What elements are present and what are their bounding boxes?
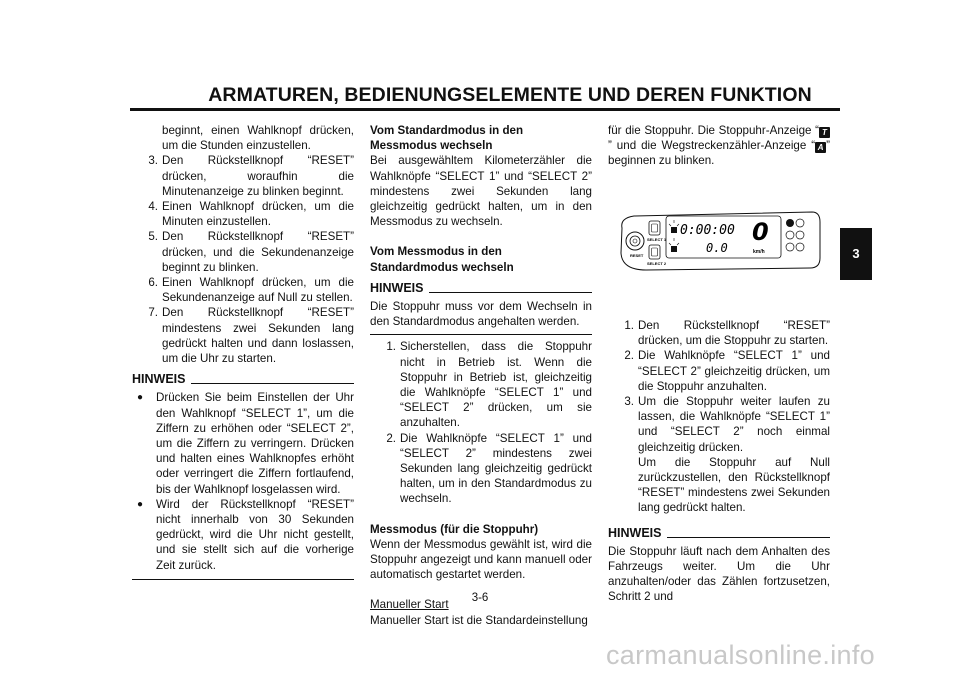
list-item xyxy=(608,455,830,516)
note-heading xyxy=(370,281,592,296)
paragraph xyxy=(608,123,830,169)
list-item xyxy=(608,318,830,348)
bullet-item xyxy=(132,390,354,496)
note-heading xyxy=(608,526,830,541)
indicator-light-icon xyxy=(796,243,804,251)
bullet-icon: ● xyxy=(137,498,144,510)
step-number: 1. xyxy=(386,340,396,354)
note-heading-label: HINWEIS xyxy=(132,372,186,387)
step-text: Die Wahlknöpfe “SELECT 1” und “SELECT 2” mindestens zwei Sekunden lang gleichzeitig gedrückt halten, um in den Standardmodus zu wechseln. xyxy=(400,431,592,506)
tripmeter-indicator-icon: A xyxy=(815,142,826,153)
list-item xyxy=(608,348,830,394)
indicator-light-icon xyxy=(786,231,794,239)
step-text: Den Rückstellknopf “RESET” mindestens zwei Sekunden lang gedrückt halten und dann loslassen, um die Uhr zu starten. xyxy=(162,306,354,366)
step-text: Um die Stoppuhr auf Null zurückzustellen, den Rückstellknopf “RESET” mindestens zwei Sekunden lang gedrückt halten. xyxy=(638,455,830,515)
step-number: 3. xyxy=(624,395,634,409)
list-item xyxy=(132,153,354,199)
step-number: 2. xyxy=(624,349,634,363)
step-text: Einen Wahlknopf drücken, um die Minuten einzustellen. xyxy=(162,200,354,229)
step-number: 7. xyxy=(148,306,158,320)
list-item xyxy=(132,305,354,366)
reset-knob xyxy=(626,232,644,250)
column-2 xyxy=(370,123,592,628)
step-text: Die Wahlknöpfe “SELECT 1” und “SELECT 2” gleichzeitig drücken, um die Stoppuhr anzuhalten. xyxy=(638,349,830,393)
step-number: 5. xyxy=(148,230,158,244)
speed-display: 0 xyxy=(752,218,769,246)
step-text: Einen Wahlknopf drücken, um die Sekundenanzeige auf Null zu stellen. xyxy=(162,276,354,305)
step-number: 6. xyxy=(148,276,158,290)
indicator-light-icon xyxy=(786,219,794,227)
list-item xyxy=(370,431,592,507)
step-number: 1. xyxy=(624,319,634,332)
column-3 xyxy=(608,123,830,169)
page-title: ARMATUREN, BEDIENUNGSELEMENTE UND DEREN FUNKTION xyxy=(208,84,812,106)
intro-text: für die Stoppuhr. Die Stoppuhr-Anzeige “ xyxy=(608,124,819,137)
indicator-light-icon xyxy=(796,219,804,227)
list-item xyxy=(132,275,354,305)
step-text: Um die Stoppuhr weiter laufen zu lassen, die Wahlknöpfe “SELECT 1” und “SELECT 2” noch einmal gleichzeitig drücken. xyxy=(638,395,830,454)
step-number: 4. xyxy=(148,200,158,214)
note-heading xyxy=(132,372,354,387)
section-heading: Messmodus (für die Stoppuhr) xyxy=(370,522,539,536)
bullet-text: Drücken Sie beim Einstellen der Uhr den Wahlknopf “SELECT 1”, um die Ziffern zu erhöhen oder “SELECT 2”, um die Ziffern zu verringern. Drücken und halten eines Wahlknopfes erhöht oder verringert die Ziffern fortlaufend, bis der Wahlknopf losgelassen wird. xyxy=(156,391,354,496)
intro-text: ” und die Wegstreckenzähler-Anzeige “ xyxy=(608,139,816,153)
note-text: Die Stoppuhr läuft nach dem Anhalten des Fahrzeugs weiter. Um die Uhr anzuhalten/oder das Zählen fortzusetzen, Schritt 2 und xyxy=(608,544,830,604)
step-number: 2. xyxy=(386,431,396,445)
subheading: Manueller Start xyxy=(370,598,449,612)
paragraph: Bei ausgewähltem Kilometerzähler die Wahlknöpfe “SELECT 1” und “SELECT 2” mindestens zwei Sekunden lang gleichzeitig gedrückt halten, um in den Messmodus zu wechseln. xyxy=(370,154,592,229)
list-item xyxy=(132,229,354,275)
step-text: Sicherstellen, dass die Stoppuhr nicht in Betrieb ist. Wenn die Stoppuhr in Betrieb ist, gleichzeitig die Wahlknöpfe “SELECT 1” und “SELECT 2” drücken, um sie anzuhalten. xyxy=(400,340,592,430)
note-heading-label: HINWEIS xyxy=(370,280,424,295)
title-rule xyxy=(130,108,840,111)
select1-button xyxy=(649,221,660,235)
step-text: Den Rückstellknopf “RESET” drücken, woraufhin die Minutenanzeige zu blinken beginnt. xyxy=(162,154,354,198)
stopwatch-indicator-icon: T xyxy=(819,127,830,138)
step-number: 3. xyxy=(148,154,158,168)
speed-unit: km/h xyxy=(753,249,765,255)
column-1 xyxy=(132,123,354,580)
section-heading: Vom Messmodus in den Standardmodus wechseln xyxy=(370,245,514,274)
lead-text: beginnt, einen Wahlknopf drücken, um die Stunden einzustellen. xyxy=(162,124,354,153)
note-end-rule xyxy=(370,334,592,335)
section-heading: Vom Standardmodus in den Messmodus wechseln xyxy=(370,124,524,153)
time-display: 0:00:00 xyxy=(680,223,735,238)
trip-display: 0.0 xyxy=(706,241,728,255)
bullet-text: Wird der Rückstellknopf “RESET” nicht innerhalb von 30 Sekunden gedrückt, wird die Uhr nicht gestellt, und sie stellt sich auf die vorherige Zeit zurück. xyxy=(156,497,354,572)
chapter-tab: 3 xyxy=(840,228,872,280)
intro-text: ” beginnen zu blinken. xyxy=(608,139,830,168)
step-text: Den Rückstellknopf “RESET” drücken, um die Stoppuhr zu starten. xyxy=(638,319,830,348)
list-item xyxy=(370,339,592,430)
column-3-lower xyxy=(608,318,830,605)
select2-button xyxy=(649,245,660,259)
list-item xyxy=(608,394,830,455)
list-item xyxy=(132,123,354,153)
page-number: 3-6 xyxy=(471,592,489,604)
note-heading-label: HINWEIS xyxy=(608,525,662,540)
note-end-rule xyxy=(132,579,354,580)
watermark: carmanualsonline.info xyxy=(606,640,875,670)
list-item xyxy=(132,199,354,229)
indicator-light-icon xyxy=(796,231,804,239)
note-text: Die Stoppuhr muss vor dem Wechseln in den Standardmodus angehalten werden. xyxy=(370,300,592,329)
step-text: Den Rückstellknopf “RESET” drücken, und die Sekundenanzeige beginnt zu blinken. xyxy=(162,230,354,274)
bullet-icon: ● xyxy=(137,392,144,404)
select2-label: SELECT 2 xyxy=(647,261,667,266)
indicator-light-icon xyxy=(786,243,794,251)
paragraph: Wenn der Messmodus gewählt ist, wird die Stoppuhr angezeigt und kann manuell oder automatisch gestartet werden. xyxy=(370,537,592,582)
paragraph: Manueller Start ist die Standardeinstellung xyxy=(370,613,588,627)
instrument-panel-illustration xyxy=(616,208,822,273)
bullet-item xyxy=(132,497,354,573)
select1-label: SELECT 1 xyxy=(647,237,667,242)
reset-label: RESET xyxy=(630,253,644,258)
